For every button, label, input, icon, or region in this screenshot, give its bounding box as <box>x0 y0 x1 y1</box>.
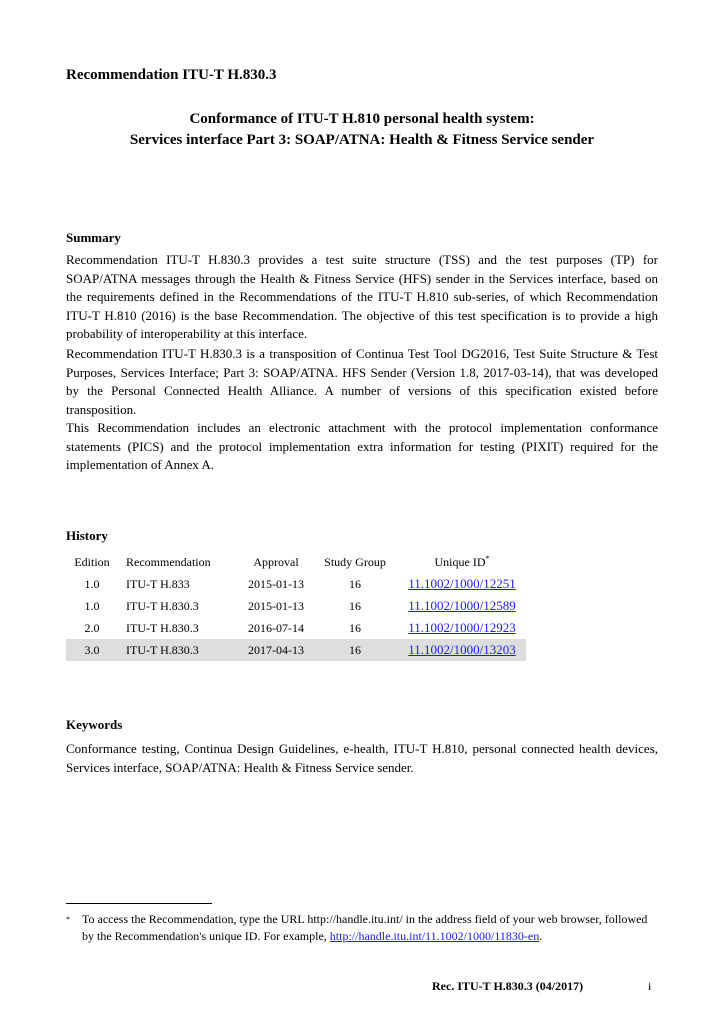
cell-edition: 3.0 <box>66 639 118 661</box>
cell-approval: 2016-07-14 <box>248 620 304 635</box>
summary-paragraph-2: Recommendation ITU-T H.830.3 is a transposition of Continua Test Tool DG2016, Test Suite Structure & Test Purposes, Services Interface; Part 3: SOAP/ATNA. HFS Sender (Version 1.8, 2017-03-14), that was developed by the Personal Connected Health Alliance. A number of versions of this specification existed before transposition. <box>66 346 658 417</box>
cell-approval: 2017-04-13 <box>240 639 312 661</box>
footnote <box>66 911 658 945</box>
footnote-divider <box>66 903 212 904</box>
cell-recommendation: ITU-T H.830.3 <box>118 639 240 661</box>
cell-study-group: 16 <box>349 576 361 591</box>
table-row <box>66 617 526 639</box>
col-edition: Edition <box>74 554 110 569</box>
cell-study-group: 16 <box>349 620 361 635</box>
col-approval: Approval <box>253 554 299 569</box>
title-line-2: Services interface Part 3: SOAP/ATNA: Health & Fitness Service sender <box>129 132 595 148</box>
summary-paragraph-3: This Recommendation includes an electronic attachment with the protocol implementation conformance statements (PICS) and the protocol implementation extra information for testing (PIXIT) required for the implementation of Annex A. <box>66 420 658 472</box>
footnote-text <box>82 911 658 945</box>
cell-study-group: 16 <box>349 598 361 613</box>
unique-id-link[interactable]: 11.1002/1000/12589 <box>408 598 516 613</box>
unique-id-link[interactable]: 11.1002/1000/12251 <box>408 576 516 591</box>
footer-page-number: i <box>648 979 652 993</box>
cell-recommendation: ITU-T H.830.3 <box>126 598 199 613</box>
col-unique-id-label: Unique ID <box>434 555 486 569</box>
footnote-marker: * <box>485 554 490 563</box>
document-title <box>66 109 658 151</box>
unique-id-link[interactable]: 11.1002/1000/13203 <box>408 642 516 657</box>
footer-recommendation-ref: Rec. ITU-T H.830.3 (04/2017) <box>432 979 584 993</box>
history-header-row <box>66 551 526 573</box>
cell-recommendation: ITU-T H.833 <box>126 576 190 591</box>
cell-unique-id <box>398 595 526 617</box>
col-recommendation: Recommendation <box>126 554 211 569</box>
table-row-current <box>66 639 526 661</box>
cell-unique-id <box>398 573 526 595</box>
cell-edition: 1.0 <box>84 598 100 613</box>
cell-edition: 1.0 <box>84 576 100 591</box>
recommendation-id: Recommendation ITU-T H.830.3 <box>66 67 277 83</box>
footnote-mark: * <box>66 915 70 924</box>
table-row <box>66 573 526 595</box>
table-row <box>66 595 526 617</box>
cell-edition: 2.0 <box>84 620 100 635</box>
cell-recommendation: ITU-T H.830.3 <box>126 620 199 635</box>
title-line-1: Conformance of ITU-T H.810 personal health system: <box>189 111 535 127</box>
col-study-group: Study Group <box>324 554 386 569</box>
footnote-example-link[interactable]: http://handle.itu.int/11.1002/1000/11830-en <box>329 929 540 943</box>
history-table <box>66 551 526 661</box>
cell-study-group: 16 <box>312 639 398 661</box>
summary-heading: Summary <box>66 230 121 245</box>
history-heading: History <box>66 528 108 543</box>
cell-unique-id <box>398 617 526 639</box>
col-unique-id <box>398 551 526 573</box>
unique-id-link[interactable]: 11.1002/1000/12923 <box>408 620 516 635</box>
keywords-heading: Keywords <box>66 717 123 732</box>
keywords-text: Conformance testing, Continua Design Guidelines, e-health, ITU-T H.810, personal connected health devices, Services interface, SOAP/ATNA: Health & Fitness Service sender. <box>66 741 658 775</box>
summary-paragraph-1: Recommendation ITU-T H.830.3 provides a test suite structure (TSS) and the test purposes (TP) for SOAP/ATNA messages through the Health & Fitness Service (HFS) sender in the Services interface, based on the requirements defined in the Recommendations of the ITU-T H.810 sub-series, of which Recommendation ITU-T H.810 (2016) is the base Recommendation. The objective of this test specification is to provide a high probability of interoperability at this interface. <box>66 252 658 341</box>
cell-unique-id <box>398 639 526 661</box>
cell-approval: 2015-01-13 <box>248 576 304 591</box>
cell-approval: 2015-01-13 <box>248 598 304 613</box>
footnote-text-before: To access the Recommendation, type the URL http://handle.itu.int/ in the address field of your web browser, followed by the Recommendation's unique ID. For example, <box>82 912 648 943</box>
footnote-text-after: . <box>539 929 543 943</box>
